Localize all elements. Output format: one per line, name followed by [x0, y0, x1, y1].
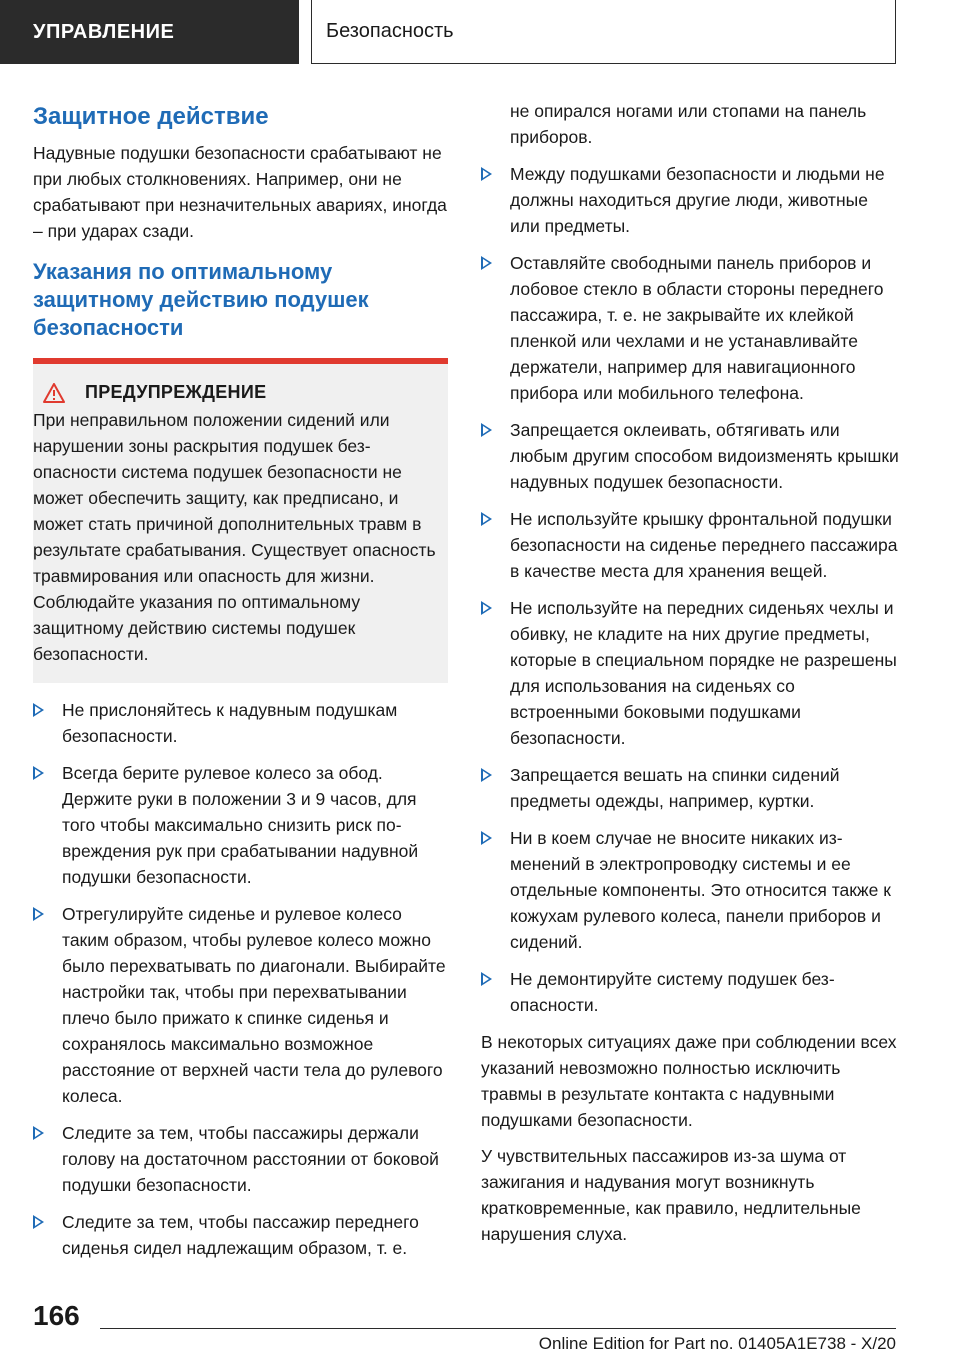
right-bullet-list: [481, 161, 901, 1018]
triangle-bullet-icon: [481, 167, 492, 181]
list-item: Между подушками безопасности и людьми не должны находиться другие люди, животные или предметы.: [481, 161, 901, 239]
chapter-tab: [0, 0, 299, 64]
right-column: [481, 98, 901, 1257]
list-item: Следите за тем, чтобы пассажир переднего сиденья сидел надлежащим образом, т. е.: [33, 1209, 448, 1261]
left-bullet-list: [33, 697, 448, 1261]
triangle-bullet-icon: [481, 831, 492, 845]
warning-triangle-icon: [43, 383, 65, 403]
footer-divider: [100, 1328, 896, 1329]
list-item: Запрещается вешать на спинки сидений предметы одежды, например, куртки.: [481, 762, 901, 814]
continued-item-text: не опирался ногами или стопами на панель приборов.: [510, 101, 867, 147]
triangle-bullet-icon: [33, 1215, 44, 1229]
triangle-bullet-icon: [481, 768, 492, 782]
chapter-title: УПРАВЛЕНИЕ: [33, 20, 175, 43]
section-header: [311, 0, 896, 64]
section-subtitle: Указания по оптимальному защитному действию подушек безопасности: [33, 259, 369, 340]
list-item: Не прислоняйтесь к надувным подушкам безопасности.: [33, 697, 448, 749]
warning-label: ПРЕДУПРЕЖДЕНИЕ: [85, 382, 267, 402]
left-column: [33, 98, 448, 1272]
list-item: Ни в коем случае не вносите никаких изменений в электропроводку системы и ее отдельные компоненты. Это относится также к кожухам рулевого колеса, панели приборов и сидений.: [481, 825, 901, 955]
warning-box: [33, 358, 448, 683]
list-item: Всегда берите рулевое колесо за обод. Держите руки в положении 3 и 9 часов, для того чтобы максимально снизить риск повреждения рук при срабатывании надувной подушки безопасности.: [33, 760, 448, 890]
triangle-bullet-icon: [33, 703, 44, 717]
list-item: Оставляйте свободными панель приборов и лобовое стекло в области стороны переднего пассажира, т. е. не закрывайте их клейкой пленкой или чехлами и не устанавливайте держатели, например для навигационного прибора или мобильного телефона.: [481, 250, 901, 406]
list-item: Не используйте на передних сиденьях чехлы и обивку, не кладите на них другие предметы, которые в специальном порядке не разрешены для использования на сиденьях со встроенными боковыми подушками безопасности.: [481, 595, 901, 751]
triangle-bullet-icon: [481, 256, 492, 270]
triangle-bullet-icon: [33, 907, 44, 921]
triangle-bullet-icon: [481, 423, 492, 437]
list-item: Следите за тем, чтобы пассажиры держали голову на достаточном расстоянии от боковой подушки безопасности.: [33, 1120, 448, 1198]
list-item: Отрегулируйте сиденье и рулевое колесо таким образом, чтобы рулевое колесо можно было перехватывать по диагонали. Выбирайте настройки так, чтобы при перехватывании плечо было прижато к спинке сиденья и сохранялось максимально возможное расстояние от верхней части тела до рулевого колеса.: [33, 901, 448, 1109]
intro-paragraph: Надувные подушки безопасности срабатывают не при любых столкновениях. Например, они не срабатывают при незначительных авариях, иногда – при ударах сзади.: [33, 143, 447, 241]
list-item: Не используйте крышку фронтальной подушки безопасности на сиденье переднего пассажира в качестве места для хранения вещей.: [481, 506, 901, 584]
body-paragraph: В некоторых ситуациях даже при соблюдении всех указаний невозможно полностью исключить травмы в результате контакта с надувными подушками безопасности.: [481, 1032, 897, 1130]
page-number: 166: [33, 1300, 80, 1331]
warning-text: При неправильном положении сидений или нарушении зоны раскрытия подушек безопасности система подушек безопасности не может обеспечить защиту, как предписано, и может стать причиной дополнительных травм в результате срабатывания. Существует опасность травмирования или опасность для жизни. Соблюдайте указания по оптимальному защитному действию системы подушек безопасности.: [33, 410, 436, 664]
triangle-bullet-icon: [33, 1126, 44, 1140]
triangle-bullet-icon: [481, 972, 492, 986]
triangle-bullet-icon: [481, 601, 492, 615]
list-item: Запрещается оклеивать, обтягивать или любым другим способом видоизменять крышки надувных подушек безопасности.: [481, 417, 901, 495]
list-item: Не демонтируйте систему подушек безопасности.: [481, 966, 901, 1018]
body-paragraph: У чувствительных пассажиров из-за шума от зажигания и надувания могут возникнуть кратковременные, как правило, недлительные нарушения слуха.: [481, 1146, 861, 1244]
footer-edition: Online Edition for Part no. 01405A1E738 - X/20: [538, 1334, 896, 1353]
triangle-bullet-icon: [481, 512, 492, 526]
section-title: Безопасность: [326, 20, 454, 42]
page-title: Защитное действие: [33, 103, 269, 130]
triangle-bullet-icon: [33, 766, 44, 780]
warning-header: [33, 382, 436, 403]
